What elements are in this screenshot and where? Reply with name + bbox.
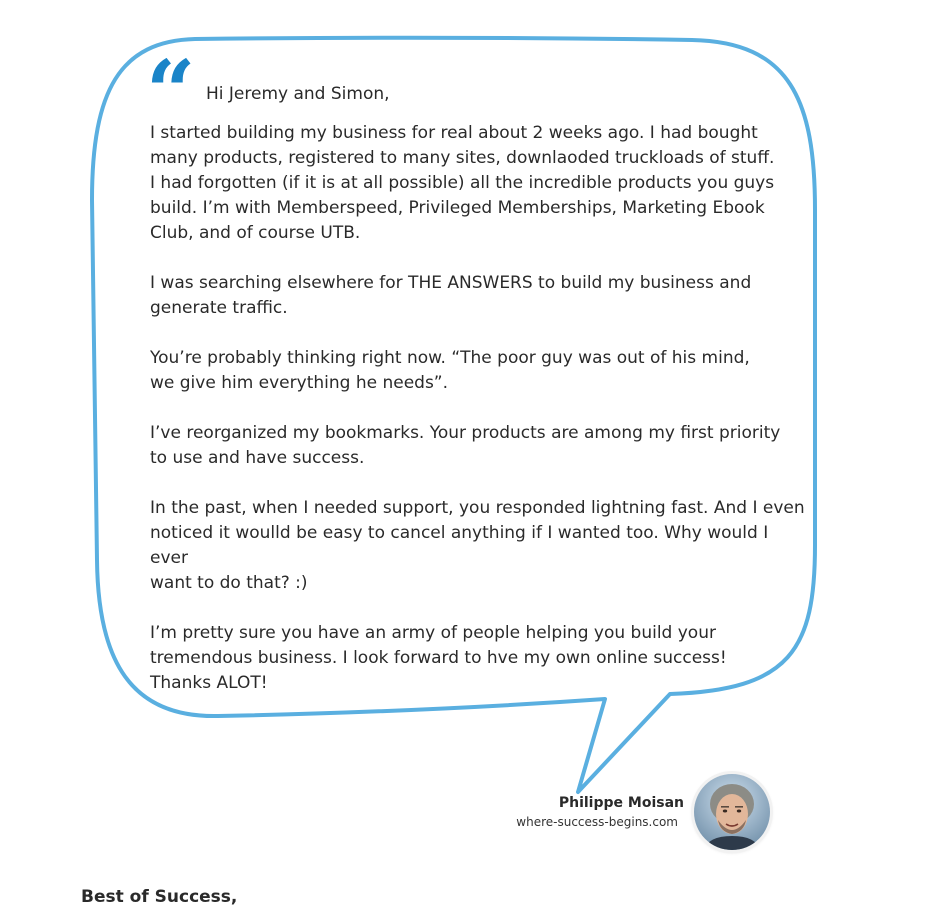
testimonial-paragraph: I’ve reorganized my bookmarks. Your products are among my first priority to use and have success. [150,423,781,468]
testimonial-paragraph: In the past, when I needed support, you responded lightning fast. And I even noticed it woulld be easy to cancel anything if I wanted too. Why would I ever want to do that? :) [150,498,805,593]
testimonial-paragraph: You’re probably thinking right now. “The poor guy was out of his mind, we give him everything he needs”. [150,348,750,393]
avatar [694,774,770,850]
author-website: where-success-begins.com [516,815,678,829]
signoff-text: Best of Success, [81,887,238,907]
avatar-photo [694,774,770,850]
author-name: Philippe Moisan [558,795,684,811]
open-quote-icon: “ [146,42,196,143]
testimonial-paragraph: I’m pretty sure you have an army of people helping you build your tremendous business. I look forward to hve my own online success! Thanks ALOT! [150,623,727,693]
testimonial-body [150,121,805,721]
greeting: Hi Jeremy and Simon, [206,84,390,104]
testimonial-paragraph: I was searching elsewhere for THE ANSWERS to build my business and generate traffic. [150,273,752,318]
testimonial-paragraph: I started building my business for real about 2 weeks ago. I had bought many products, registered to many sites, downlaoded truckloads of stuff. I had forgotten (if it is at all possible) all the incredible products you guys build. I’m with Memberspeed, Privileged Memberships, Marketing Ebook Club, and of course UTB. [150,123,775,243]
